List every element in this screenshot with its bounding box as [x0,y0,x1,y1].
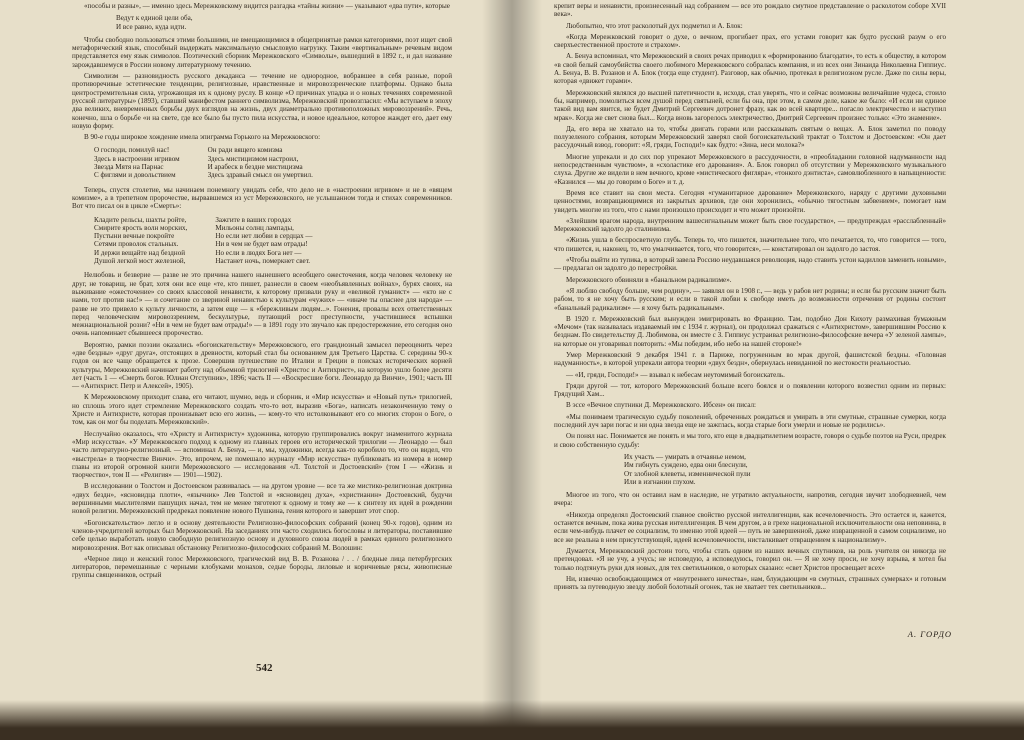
paragraph: Неслучайно оказалось, что «Христу и Антихристу» художника, которую группировались вокруг знаменитого журнала «Мир искусства». «У Мережковского подход к одному из главных героев его исторической трилогии — Леонардо — был часто литературно-религиозный. — вспоминал А. Бенуа, — и, мы, художники, всегда как-то коробило то, что он видел, что «выстрела» в творчестве Винчи». Это, впрочем, не помешало журналу «Мир искусства» публиковать из номера в номер главы из второй огромной книги Мережковского — исследования «Л. Толстой и Достоевский» (том I — «Жизнь и творчество», том II — «Религия» — 1901—1902). [72,429,452,480]
paragraph: Гряди другой — тот, которого Мережковский больше всего боялся и о появлении которого возвестил одним из первых: Грядущий Хам... [554,381,946,399]
verse-line: Зажгите в ваших городах [215,215,292,224]
verse-line: Им гибнуть суждено, едва они блеснули, [624,461,748,470]
paragraph: Ни, извечно освобождающимся от «внутреннего ничества», нам, блуждающим «в смутных, страшных сумерках» и готовым принять за путеводную звезду любой болотный огонек, так не хватает тех светильников... [554,574,946,592]
death-cycle-verse [72,216,452,266]
paragraph: Многие упрекали и до сих пор упрекают Мережковского в рассудочности, в «преобладании головной надуманности над непосредственным чувством», в «схоластике его дарования». А. Блок говорил об отсутствии у Мережковского музыкального слуха. Другие же видели в нем вечного, кроме «мистического фигляра», «тонкого дэнтиста», самовлюбленного в напыщенности: «Казнился — мы до говорим о Боге» и т. д. [554,152,946,186]
verse-line: Здесь мистицизмом настроил, [207,154,299,163]
paragraph: Да, его вера не хватало на то, чтобы двигать горами или рассказывать святым о вещах. А. Блок заметил по поводу полузеленого собрания, которым Мережковский заверял свой богоискательский трактат о Толстом и Достоевском: «Он дает рассудочный взвод, говорит: «Я, гряди, Господи!» как будто: «Зина, неси молока?» [554,124,946,150]
verse-line: Пустыни вечные покройте [94,232,175,241]
paragraph: «Жизнь ушла в беспросветную глубь. Теперь то, что пишется, значительнее того, что печатается, то, что говорится — того, что пишется, и, наконец, то, что умалчивается, того, что говорится», — констатировал он задолго до застоя. [554,236,946,253]
verse-line: Смирите ярость волн морских, [94,223,188,232]
author-signature: А. ГОРДО [907,629,952,639]
verse-line: Их участь — умирать в отчаянье немом, [624,452,746,461]
paragraph: Вероятно, рамки поэзии оказались «богоискательству» Мережковского, его грандиозный замысел переоценить через «две бездны» «друг друга», отстоящих в древности, который стал бы основанием для Третьего Царства. С середины 90-х годов он все чаще обращается к прозе. Совершив путешествие по Италии и Греции в поисках исторических корней культуры, Мережковский начинает работу над объемной трилогией «Христос и Антихрист», на которую ушло более десяти лет (часть 1 — «Смерть богов. Юлиан Отступник», 1896; часть II — «Воскресшие боги. Леонардо да Винчи», 1901; часть III — «Антихрист. Петр и Алексей», 1905). [72,340,452,391]
verse-column [94,146,180,179]
verse-line: От злобной клеветы, изменнической пули [624,469,751,478]
paragraph: К Мережковскому приходит слава, его читают, шумно, ведь и сборник, и «Мир искусства» и «Новый путь» трилогией, но сплошь этого идет стремление Мережковского создать что-то вот, выразив «Бога», написать незаконченную тему о Христе и Антихристе, которая пронизывает всю его жизнь, — кому-то что истолковывают его со многих сторон о Боге, о том, как он мог бы поделать Мережковский». [72,393,452,427]
right-page-text [554,2,946,594]
gutter-shadow [482,0,512,740]
paragraph: Время все ставит на свои места. Сегодня «гуманитарное дарование» Мережковского, наряду с другими духовными ценностями, возвращающимися из закрытых архивов, где они хоронились, «обычно тягостным забвением», помогает нам увидеть многие из того, что с нами произошло происходит и что может произойти. [554,188,946,214]
paragraph: «Богоискательство» легло и в основу деятельности Религиозно-философских собраний (конец 90-х годов), одним из членов-учредителей которых был Мережковский. На заседаниях эти часто сходились богословы и литераторы, поставившие себе целью выработать новую свободную религиозную основу и духовного союза людей в рамках единого религиозного мировоззрения. Вот как описывал обстановку Религиозно-философских собраний М. Волошин: [72,518,452,552]
paragraph: «Когда Мережковский говорит о духе, о вечном, прогибает прах, его устами говорит как будто русский разум о его сверхъестественной простоте и страхом». [554,32,946,50]
paragraph: «Чтобы выйти из тупика, в который завела Россию неудавшаяся революция, надо ставить устои кадиллов заменить новыми», — предлагал он задолго до перестройки. [554,256,946,273]
verse-line: Ни в чем не будет вам отрады! [215,240,308,249]
verse-line: Душой легкой мост железной, [94,257,186,266]
paragraph: Нелюбовь и безверие — разве не это причина нашего нынешнего всеобщего ожесточения, когда человек человеку не друг, не товарищ, не брат, хотя они все еще «те, кто пишет, разнесли в своем «необъявленных войнах», бурях своих, на выживание «ожесточение» со своих классовой ненависти, к которому призвали руку и «великой гуманист» — «кто не с нами, тот против нас!» — и сочетание со звериной ненавистью к культурам «чужих» — «иначе ты опаснее для народа» — разве не это привело к культу личности, а затем еще — к «бережливым людям...». Гонения, провалы всех ответственных перед человеческим мировоззрением, бескультурье, путающий рост преступности, участившиеся вспышки межнациональной розни? «Ни в чем не будет вам отрады!» — в 1891 году это звучало как предостережение, ето сегодня оно очень напоминает сбывшееся пророчество. [72,271,452,338]
verse-line: Он ради вящего комизма [207,146,283,155]
verse-line: О господи, помилуй нас! [94,146,170,155]
verse-line: Или в изгнании глухом. [624,477,696,486]
paragraph: В исследовании о Толстом и Достоевском развивалась — на другом уровне — все та же мистико-религиозная доктрина «двух бездн», «ясновидца плоти», «язычник» Лев Толстой и «ясновидец духа», «христианин» Достоевский, будучи вершинными мыслителями пашущих начал, тем не менее тяготеют к одному и тому же — к синтезу их идей в рождении новой религии. Мережковский предрекал появление нового Пушкина, гения которого и завершит этот спор. [72,482,452,516]
paragraph: «Черное лицо и женский голос Мережковского, трагический вид В. В. Розанова / . . / бледные лица петербургских литераторов, перемешанные с черными клобуками монахов, седые бороды, лиловые и коричневые рясы, живописные группы священников, острый [72,554,452,580]
paragraph: — «И, гряди, Господи!» — взывал к небесам неутомимый богоискатель. [566,370,785,379]
verse-block [72,14,452,31]
page-number: 542 [256,662,273,674]
verse-line: Здесь здравый смысл он умертвил. [207,171,313,180]
bottom-edge-shadow [0,700,1024,740]
paragraph: Чтобы свободно пользоваться этими большими, не вмещающимися в общепринятые рамки категориями, поэт ищет свой метафорический язык, способный выдержать максимальную смысловую нагрузку. Таким «вертикальным» речевым видом представляется ему язык символов. Поэтический сборник Мережковского «Символы», вышедший в 1892 г., и дал название зарождавшемуся в России новому литературному течению. [72,35,452,69]
paragraph: крепит веры и ненависти, произнесенный над собранием — все это рождало смутное представление о расколотом соборе XVII века». [554,2,946,19]
verse-line: Кладите рельсы, шахты ройте, [94,215,187,224]
paragraph: В 90-е годы широкое хождение имела эпиграмма Горького на Мережковского: [84,133,321,142]
right-page [512,0,1024,740]
paragraph: Многое из того, что он оставил нам в наследие, не утратило актуальности, напротив, сегодня звучит злободневней, чем вчера: [554,491,946,508]
paragraph: «Я люблю свободу больше, чем родину», — заявлял он в 1908 г., — ведь у рабов нет родины; и если бы русским значит быть рабом, то я не хочу быть русским; и если в такой любви к свободе иметь до возможности отречения от родины состоит «банальный радикализм» — я хочу быть радикальным». [554,286,946,312]
verse-line: С фиглями и довольствием [94,171,176,180]
paragraph: «пособы и разны», — именно здесь Мережковскому видится разгадка «тайны жизни» — указывают «два пути», которые [84,2,450,10]
verse-line: Звезда Мятя на Парнас [94,163,164,172]
paragraph: «Злейшим врагом народа, внутренним вашесигнальным может быть свое государство», — предупреждал «расслабленный» Мережковский задолго до сталинизма. [554,216,946,234]
paragraph: Умер Мережковский 9 декабря 1941 г. в Париже, погруженным во мрак другой, фашистской бездны. «Головная надуманность», в которой упрекали автора теории «двух бездн», обернулась невиданной по жестокости реальностью. [554,350,946,368]
verse-line: И арабеск в бездне мистицизма [207,163,303,172]
verse-line: Но если в людях Бога нет — [215,248,302,257]
verse-column [94,216,187,266]
paragraph: А. Бенуа вспоминал, что Мережковский в своих речах приводил к «формированию благодати», то есть к обществу, в котором «в свой белый самоубийства своего любимого Мережковского собралась компания, и из всех они Зинаида Николаевна Гиппиус. А. Бенуа, В. В. Розанов и А. Блок (тогда еще студент). Разговор, как обычно, протекал в религиозном русле. Даже по силы веры, которая «движет горами». [554,52,946,86]
paragraph: Мережковского обвиняли в «банальном радикализме». [566,275,732,284]
epigram-verse [72,146,452,179]
verse-line: Ведут к единой цели оба, [116,14,193,23]
paragraph: «Мы понимаем трагическую судьбу поколений, обреченных рождаться и умирать в эти смутные, страшные сумерки, когда последний луч зари погас и ни одна звезда еще не зажглась, когда старые боги умерли и новые не родились». [554,412,946,430]
verse-line: Мильоны солнц лампады, [215,223,294,232]
left-page-text [72,2,452,583]
paragraph: В эссе «Вечное спутники Д. Мережковского. Ибсен» он писал: [566,401,757,410]
verse-column [208,146,313,179]
paragraph: Любопытно, что этот расколотый дух подметил и А. Блок: [566,21,743,30]
verse-line: Но если нет любви в сердцах — [215,232,313,241]
verse-line: И все равно, куда идти. [116,22,187,31]
verse-line: Сетями проволок стальных. [94,240,179,249]
paragraph: Символизм — разновидность русского декаданса — течение не однородное, вобравшее в себя разные, порой противоречивые эстетические тенденции, религиозные, нравственные и мировоззренческие платформы. Однако была центростремительная сила, угрожающая их к одному руслу. В конце «О причинах упадка и о новых течениях современной русской литературы» (1893), ставший манифестом раннего символизма, Мережковский провозгласил: «Мы вступаем в эпоху два великих, вневременных борьбы двух взглядов на жизнь, двух диаметрально противоположных мировоззрений». Речь, конечно, шла о борьбе «и на свете, где все было бы пусто пила искусства, и новое идеальное, которое жаждет его, дает ему новую форму. [72,72,452,130]
verse-line: Настанет ночь, померкнет свет. [215,257,311,266]
paragraph: «Никогда определял Достоевский главное свойство русской интеллигенции, как всечеловечность. Это остается и, кажется, останется вечным, пока жива русская интеллигенция. В чем другом, а в грехе национальной исключительности она неповинна, в если чем-нибудь плачет ее социализм, то именно этой идеей — путь не завершенной, даже извращенной в самом социализме, но все же реальна в нем присутствующей, идеей всечеловечности, нисталкивает отвращением к национализму». [554,510,946,544]
verse-line: Здесь в настроении игривом [94,154,180,163]
verse-line: И держи вещайте над бездной [94,248,186,257]
paragraph: В 1920 г. Мережковский был вынужден эмигрировать во Францию. Там, подобно Дон Кихоту размахивая бумажным «Мечом» (так называлась издаваемый им с 1934 г. журнал), он продолжал сражаться с «Антихристом», завершившим Россию к безднам. По свидетельству Д. Любимова, он вместе с З. Гиппиус устраивал религиозно-философские вечера «У зеленой лампы», на которые он уговаривал повторить: «Мы победим, ибо небо на нашей стороне!» [554,314,946,348]
paragraph: Мережковский являлся до высшей патетичности в, исходя, стал уверять, что и сейчас возможны величайшие чудеса, стоило бы, например, помолиться всем душой перед святыней, если бы она, при этом, в самом деле, какое же было: «И если ни единое такой вид вам явится, не будет Дмитрий Сергеевич дотронет фразу, как во всей квартире... погасло электричество и наступил мрак». Когда же свет снова был... Когда вновь загорелось электричество, Дмитрий Сергеевич произнес только: «Это знамение». [554,88,946,122]
verse-column [215,216,312,266]
verse-block [554,453,946,486]
paragraph: Думается, Мережковский достоин того, чтобы стать одним из наших вечных спутников, на роль учителя он никогда не претендовал. «Я не учу, а учусь; не исповедую, а исповедуюсь, говорил он. — Я не хочу проси, не хочу взрыва, я хотел бы только подтянуть руки для новых, для тех светильников, о которых сказано: «свет Христов просвещает всех» [554,546,946,572]
paragraph: Он понял нас. Понимается же понять и мы того, кто еще в двадцатилетнем возрасте, говоря о судьбе поэтов на Руси, предрек и свою собственную судьбу: [554,432,946,449]
paragraph: Теперь, спустя столетие, мы начинаем понемногу увидать себе, что дело не в «настроении игривом» и не в «вящем комизме», а в трепетном пророчестве, вырвавшемся из уст Мережковского, не услышанном тогда и стихах современников. Вот что писал он в цикле «Смерть»: [72,185,452,211]
gutter-shadow [512,0,542,740]
